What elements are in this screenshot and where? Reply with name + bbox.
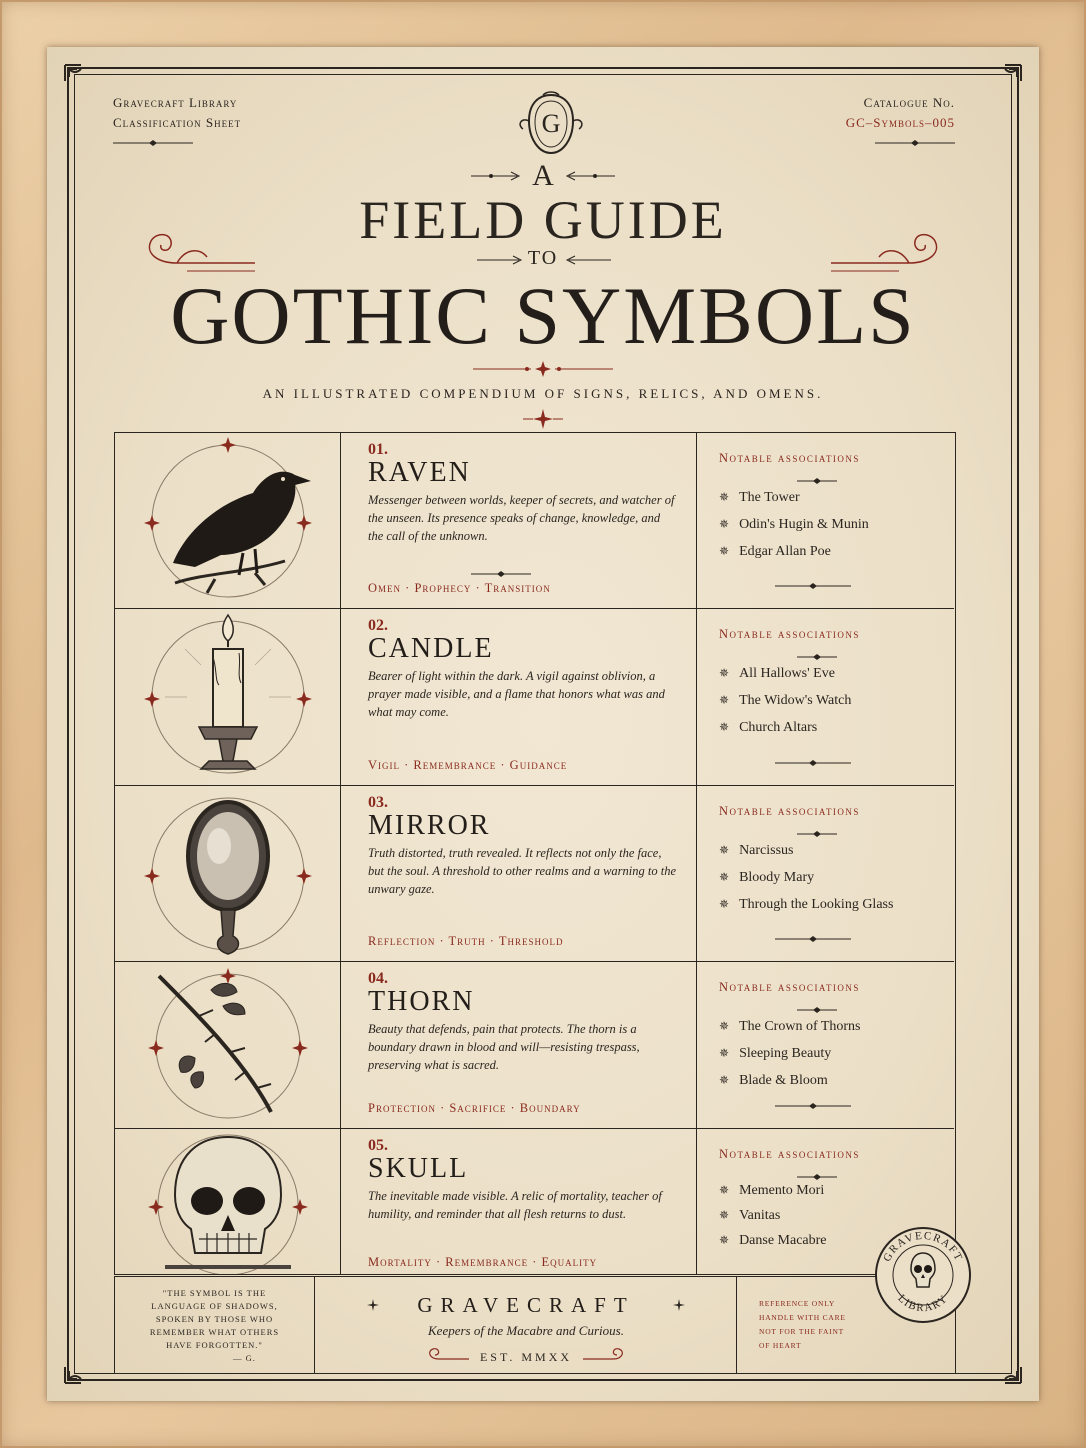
associations-heading: Notable associations (719, 804, 860, 818)
table-row (115, 433, 954, 609)
table-row (115, 962, 954, 1129)
corner-ornament-icon (61, 1347, 101, 1387)
swirl-ornament-icon (829, 219, 949, 279)
symbol-name: CANDLE (368, 633, 494, 664)
illustration-cell (115, 1129, 341, 1274)
asterism-icon: ✵ (719, 870, 730, 884)
list-item: ✵ Blade & Bloom (719, 1073, 828, 1088)
monogram-letter: G (541, 109, 561, 138)
description-cell (341, 433, 697, 608)
skull-icon (115, 1129, 341, 1274)
asterism-icon: ✵ (719, 1233, 730, 1247)
symbol-description: Bearer of light within the dark. A vigil against oblivion, a prayer made visible, and a flame that honors what was and what may come. (368, 669, 665, 719)
catalogue-heading: Catalogue No. (863, 95, 955, 110)
list-item: ✵ The Tower (719, 490, 800, 505)
associations-cell (697, 609, 954, 785)
corner-ornament-icon (985, 61, 1025, 101)
associations-cell (697, 962, 954, 1128)
symbol-number: 01. (368, 441, 388, 458)
symbol-name: MIRROR (368, 810, 491, 841)
title-field-guide: FIELD GUIDE (359, 190, 727, 250)
associations-list (719, 660, 954, 741)
title-gothic-symbols: GOTHIC SYMBOLS (170, 270, 916, 361)
asterism-icon: ✵ (719, 843, 730, 857)
list-item: ✵ Odin's Hugin & Munin (719, 517, 869, 532)
symbol-tags: Reflection · Truth · Threshold (368, 934, 564, 948)
arrow-ornament-icon (477, 255, 523, 265)
symbol-tags: Vigil · Remembrance · Guidance (368, 758, 568, 772)
star-divider-icon (473, 359, 613, 379)
associations-heading: Notable associations (719, 451, 860, 465)
associations-cell (697, 433, 954, 608)
list-item: ✵ The Crown of Thorns (719, 1019, 861, 1034)
swirl-ornament-icon (583, 1347, 627, 1363)
monogram-crest-icon (513, 91, 589, 157)
divider-ornament-icon (797, 477, 837, 485)
illustration-cell (115, 609, 341, 785)
list-item: ✵ Church Altars (719, 720, 818, 735)
thorn-icon (115, 962, 341, 1129)
handling-notes: REFERENCE ONLY HANDLE WITH CARE NOT FOR THE FAINT OF HEART (759, 1299, 846, 1350)
asterism-icon: ✵ (719, 517, 730, 531)
seal-top-text: GRAVECRAFT (881, 1229, 965, 1264)
associations-cell (697, 786, 954, 961)
brand-box (315, 1277, 737, 1373)
symbol-tags: Omen · Prophecy · Transition (368, 581, 551, 595)
divider-ornament-icon (113, 139, 193, 147)
description-cell (341, 786, 697, 961)
divider-ornament-icon (775, 582, 851, 590)
symbol-number: 04. (368, 970, 388, 987)
library-name: Gravecraft Library (113, 95, 238, 110)
symbol-description: The inevitable made visible. A relic of mortality, teacher of humility, and reminder that all flesh returns to dust. (368, 1189, 662, 1221)
associations-list (719, 837, 954, 918)
list-item: ✵ Bloody Mary (719, 870, 815, 885)
symbol-name: RAVEN (368, 457, 471, 488)
symbol-number: 03. (368, 794, 388, 811)
associations-list (719, 1013, 954, 1094)
divider-ornament-icon (775, 1102, 851, 1110)
star-divider-icon (523, 407, 563, 431)
symbol-table (114, 432, 956, 1275)
symbol-description: Truth distorted, truth revealed. It reflects not only the face, but the soul. A threshold to other realms and a warning to the unwary gaze. (368, 846, 676, 896)
list-item: ✵ All Hallows' Eve (719, 666, 835, 681)
asterism-icon: ✵ (719, 1073, 730, 1087)
list-item: ✵ Through the Looking Glass (719, 897, 894, 912)
description-cell (341, 1129, 697, 1274)
poster-paper (47, 47, 1039, 1401)
list-item: ✵ Memento Mori (719, 1183, 825, 1198)
brand-name: GRAVECRAFT (417, 1293, 635, 1317)
swirl-ornament-icon (137, 219, 257, 279)
mirror-icon (115, 786, 341, 962)
associations-heading: Notable associations (719, 1147, 860, 1161)
quote-box: "THE SYMBOL IS THE LANGUAGE OF SHADOWS, SPOKEN BY THOSE WHO REMEMBER WHAT OTHERS HAVE FORGOTTEN." — G. (115, 1277, 315, 1373)
illustration-cell (115, 433, 341, 608)
description-cell (341, 609, 697, 785)
asterism-icon: ✵ (719, 1208, 730, 1222)
divider-ornament-icon (471, 570, 531, 578)
symbol-description: Beauty that defends, pain that protects. The thorn is a boundary drawn in blood and will—resisting trespass, preserving what is sacred. (368, 1022, 640, 1072)
raven-icon (115, 433, 341, 609)
divider-ornament-icon (775, 935, 851, 943)
list-item: ✵ Danse Macabre (719, 1233, 827, 1248)
established-date: EST. MMXX (479, 1350, 573, 1364)
catalogue-label (846, 93, 955, 147)
corner-ornament-icon (985, 1347, 1025, 1387)
symbol-tags: Mortality · Remembrance · Equality (368, 1255, 598, 1269)
subtitle: AN ILLUSTRATED COMPENDIUM OF SIGNS, RELICS, AND OMENS. (262, 386, 824, 401)
arrow-ornament-icon (565, 255, 611, 265)
corner-ornament-icon (61, 61, 101, 101)
footer (114, 1276, 956, 1374)
asterism-icon: ✵ (719, 897, 730, 911)
candle-icon (115, 609, 341, 786)
list-item: ✵ Vanitas (719, 1208, 781, 1223)
divider-ornament-icon (875, 139, 955, 147)
table-row (115, 609, 954, 786)
asterism-icon: ✵ (719, 720, 730, 734)
description-cell (341, 962, 697, 1128)
list-item: ✵ The Widow's Watch (719, 693, 852, 708)
symbol-number: 05. (368, 1137, 388, 1154)
arrow-ornament-icon (565, 171, 615, 181)
asterism-icon: ✵ (719, 1183, 730, 1197)
divider-ornament-icon (797, 653, 837, 661)
asterism-icon: ✵ (719, 1019, 730, 1033)
table-row (115, 1129, 954, 1274)
divider-ornament-icon (797, 1006, 837, 1014)
library-label (113, 93, 241, 147)
brand-tagline: Keepers of the Macabre and Curious. (428, 1323, 624, 1338)
symbol-tags: Protection · Sacrifice · Boundary (368, 1101, 581, 1115)
catalogue-number: GC–Symbols–005 (845, 115, 955, 130)
asterism-icon: ✵ (719, 544, 730, 558)
divider-ornament-icon (797, 1173, 837, 1181)
symbol-number: 02. (368, 617, 388, 634)
title-to: TO (527, 247, 559, 269)
list-item: ✵ Edgar Allan Poe (719, 544, 831, 559)
asterism-icon: ✵ (719, 1046, 730, 1060)
illustration-cell (115, 786, 341, 961)
sheet-type: Classification Sheet (113, 115, 242, 130)
seal-bottom-text: LIBRARY (895, 1292, 951, 1315)
library-seal-icon (873, 1225, 973, 1325)
associations-heading: Notable associations (719, 627, 860, 641)
symbol-name: THORN (368, 986, 475, 1017)
illustration-cell (115, 962, 341, 1128)
title-article: A (532, 159, 554, 192)
arrow-ornament-icon (471, 171, 521, 181)
asterism-icon: ✵ (719, 666, 730, 680)
asterism-icon: ✵ (719, 693, 730, 707)
associations-list (719, 484, 954, 565)
divider-ornament-icon (775, 759, 851, 767)
symbol-description: Messenger between worlds, keeper of secrets, and watcher of the unseen. Its presence speaks of change, knowledge, and the call of the unknown. (368, 493, 675, 543)
table-row (115, 786, 954, 962)
asterism-icon: ✵ (719, 490, 730, 504)
list-item: ✵ Narcissus (719, 843, 794, 858)
associations-heading: Notable associations (719, 980, 860, 994)
list-item: ✵ Sleeping Beauty (719, 1046, 832, 1061)
symbol-name: SKULL (368, 1153, 469, 1184)
divider-ornament-icon (797, 830, 837, 838)
